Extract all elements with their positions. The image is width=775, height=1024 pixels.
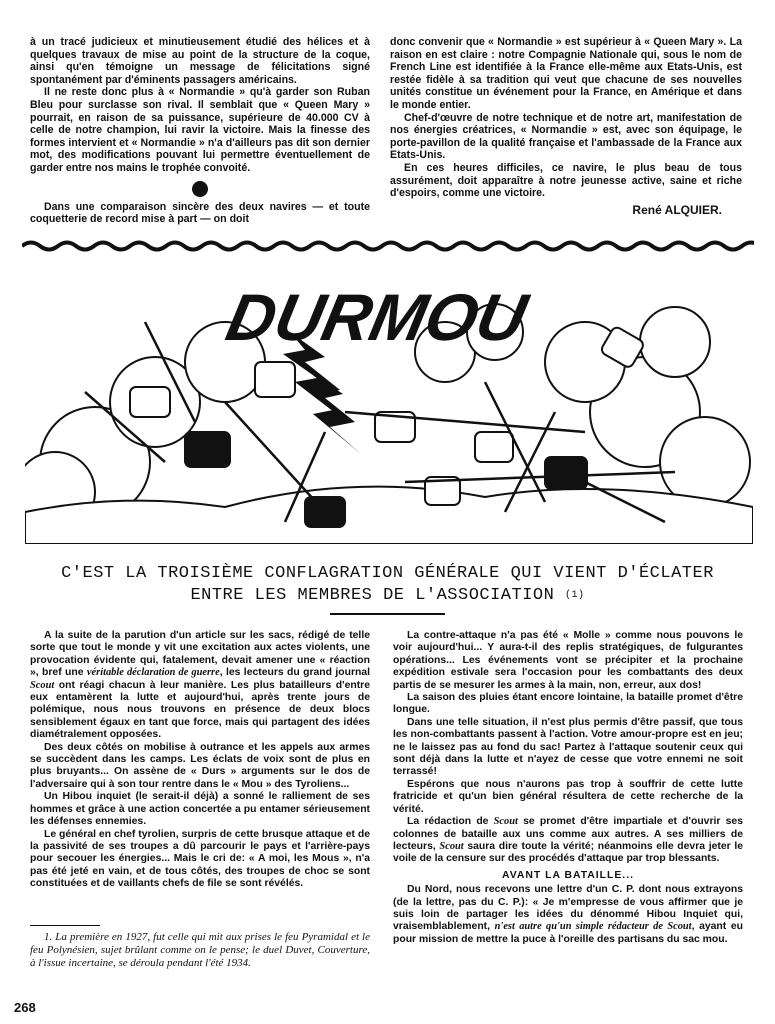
paragraph [393,884,743,946]
paragraph: à un tracé judicieux et minutieusement étudié des hélices et à quelques travaux de mise au point de la structure de la coque, ainsi qu'en témoigne un message de félicitations signé spontanément par d'éminents passagers américains. [30,36,370,86]
paragraph: Le général en chef tyrolien, surpris de cette brusque attaque et de la passivité de ses troupes a dû parcourir le pays et l'arrière-pays pour secouer les énergies... Mais le cri de: « A moi, les Mous », n'a pas été jeté en vain, et de tous côtés, des troupes de choc se sont constituées et de vaillants chefs de file se sont révélés. [30,828,370,890]
paragraph [30,630,370,742]
footnote-text: 1. La première en 1927, fut celle qui mit aux prises le feu Pyramidal et le feu Polynésien, sujet brûlant comme on le pense; le duel Duvet, Couverture, à l'issue incertaine, se déroula pendant l'été 1934. [30,931,370,969]
illustration-lettering: DURMOU [220,281,533,355]
paragraph: Des deux côtés on mobilise à outrance et les appels aux armes se succèdent dans les camps. Les éclats de voix sont de plus en plus bruyants... On assène de « Durs » arguments sur le dos de l'adversaire qui à son tour rentre dans le « Mou » des Tyroliens... [30,741,370,790]
paragraph: La contre-attaque n'a pas été « Molle » comme nous pouvons le voir aujourd'hui... Y aura-t-il des replis stratégiques, de fulgurantes opérations... Les événements vont se précipiter et la prochaine expédition estivale sera l'occasion pour les combattants des deux partis de se mesurer les armes à la main, non, erreur, aux dos! [393,630,743,691]
paragraph [393,816,743,866]
text-span: saura dire toute la vérité; néanmoins elle devra jeter le voile de la censure sur des procédés d'attaque par trop blessants. [393,840,743,865]
paragraph: Espérons que nous n'aurons pas trop à souffrir de cette lutte fratricide et qu'un bien général résultera de cette recherche de la vérité. [393,778,743,815]
article-bottom-left-column [30,630,370,891]
text-span: La rédaction de [407,816,494,828]
paragraph: donc convenir que « Normandie » est supérieur à « Queen Mary ». La raison en est claire : notre Compagnie Nationale qui, sous le nom de French Line est identifiée à la France elle-même aux Etats-Unis, est restée fidèle à sa tradition qui veut que chacune de ses nouvelles unités constitue un événement pour la France, en Amérique et dans le monde entier. [390,36,742,111]
paragraph: Dans une comparaison sincère des deux navires — et toute coquetterie de record mise à part — on doit [30,200,370,226]
emphasis: Scout [30,679,55,691]
battle-illustration [25,262,753,544]
paragraph: Dans une telle situation, il n'est plus permis d'être passif, que tous les non-combattants passent à l'action. Votre amour-propre est en jeu; ne le laissez pas au fond du sac! Partez à l'attaque soutenir ceux qui sont déjà dans la lutte et n'ayez de cesse que votre ennemi ne soit terrassé! [393,716,743,778]
text-span: Du Nord, nous recevons une lettre d'un C. P. dont nous extrayons (de la lettre, pas du C. P.): « Je m'empresse de vous affirmer que je suis loin de partager les idées du dénommé Hibou Inquiet qui, vraisemblablement, [393,884,743,933]
text-span: A la suite de la parution d'un article sur les sacs, rédigé de telle sorte que tout le monde y vit une excitation aux actes violents, une provocation évidente qui, fatalement, devait amener une « réaction », bref une [30,630,370,679]
emphasis: n'est autre qu'un simple rédacteur de Scout [494,921,692,933]
text-span: , ayant eu pour mission de mettre la puce à l'oreille des partisans du sac mou. [393,921,743,945]
headline-rule [330,613,445,615]
paragraph: En ces heures difficiles, ce navire, le plus beau de tous assurément, doit apparaître à notre jeunesse active, saine et riche d'espoirs, comme une victoire. [390,161,742,200]
text-span: ont réagi chacun à leur manière. Les plus batailleurs d'entre eux entamèrent la lutte et aujourd'hui, après trente jours de polémique, nous nous trouvons en présence de deux blocs sensiblement égaux en tant que force, mais qui partagent des idées diamétralement opposées. [30,679,370,741]
headline-line-1: C'EST LA TROISIÈME CONFLAGRATION GÉNÉRALE QUI VIENT D'ÉCLATER [61,564,714,583]
article-headline [0,563,775,607]
text-span: , les lecteurs du grand journal [219,667,370,679]
paragraph: Chef-d'œuvre de notre technique et de notre art, manifestation de nos énergies créatrices, « Normandie » est, avec son équipage, le porte-pavillon de la qualité française et l'ambassade de la France aux Etats-Unis. [390,111,742,162]
wavy-divider [22,238,754,254]
footnote-rule [30,925,100,926]
emphasis: véritable déclaration de guerre [86,667,220,679]
section-subhead: AVANT LA BATAILLE... [502,869,634,881]
article-top-left-column [30,36,370,226]
paragraph: Un Hibou inquiet (le serait-il déjà) a sonné le ralliement de ses hommes et grâce à une action concertée a pu entamer sérieusement les défenses ennemies. [30,791,370,828]
paragraph: La saison des pluies étant encore lointaine, la bataille promet d'être longue. [393,692,743,716]
article-top-right-column [390,36,742,216]
headline-line-2-text: ENTRE LES MEMBRES DE L'ASSOCIATION [190,586,555,605]
paragraph: Il ne reste donc plus à « Normandie » qu'à garder son Ruban Bleu pour surclasse son rival. Il semblait que « Queen Mary » pourrait, en raison de sa puissance, supérieure de 40.000 CV à celle de notre champion, lui ravir la victoire. Mais la finesse des formes intervient et « Normandie » n'a d'ailleurs pas dit son dernier mot, des modifications pouvant lui permettre éventuellement de garder entre nos mains le trophée convoité. [30,86,370,174]
bullet-separator [192,181,208,197]
author-signature: René ALQUIER. [632,202,722,217]
footnote [30,931,370,970]
text-span: se promet d'être impartiale et d'ouvrir ses colonnes de bataille aux uns comme aux autres. A ses milliers de lecteurs, [393,816,743,852]
footnote-marker: (1) [565,590,585,601]
emphasis: Scout [439,840,464,852]
headline-line-2 [0,585,775,607]
article-bottom-right-column [393,630,743,946]
page-number: 268 [14,1000,36,1015]
emphasis: Scout [493,816,518,828]
